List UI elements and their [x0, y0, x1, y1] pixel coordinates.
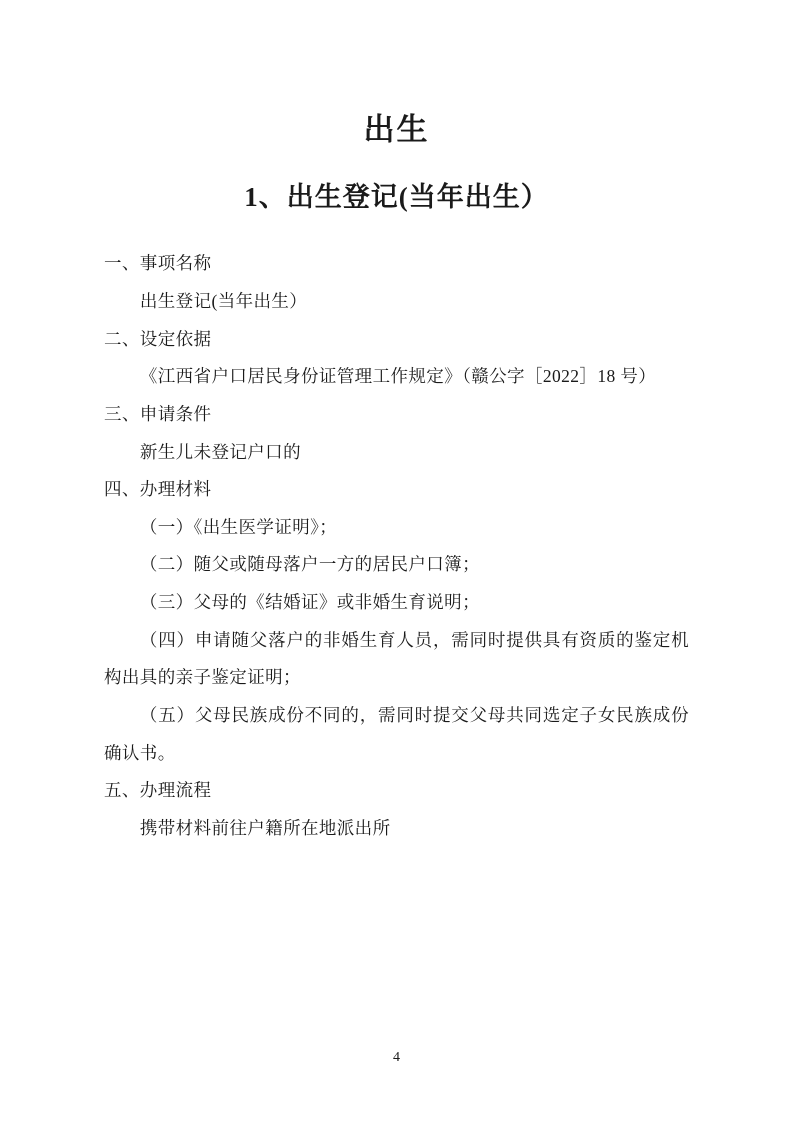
section-body-4-4: （五）父母民族成份不同的，需同时提交父母共同选定子女民族成份确认书。 — [104, 704, 689, 763]
section-body-4-1: （二）随父或随母落户一方的居民户口簿； — [139, 554, 480, 575]
page-number: 4 — [393, 1050, 400, 1065]
section-body-2-0: 《江西省户口居民身份证管理工作规定》（赣公字［2022］18 号） — [139, 366, 657, 387]
page-title: 出生 — [363, 112, 430, 147]
document-body — [104, 245, 689, 847]
section-heading-2: 二、设定依据 — [104, 328, 212, 349]
section-body-3-0: 新生儿未登记户口的 — [139, 441, 301, 462]
page-subtitle: 1、出生登记(当年出生） — [244, 182, 549, 213]
section-heading-4: 四、办理材料 — [104, 479, 212, 500]
section-body-5-0: 携带材料前往户籍所在地派出所 — [139, 817, 391, 838]
section-body-4-0: （一）《出生医学证明》； — [139, 516, 338, 537]
section-body-1-0: 出生登记(当年出生） — [139, 291, 308, 312]
section-heading-3: 三、申请条件 — [104, 403, 212, 424]
section-heading-5: 五、办理流程 — [104, 780, 212, 801]
section-body-4-3: （四）申请随父落户的非婚生育人员，需同时提供具有资质的鉴定机构出具的亲子鉴定证明； — [104, 629, 689, 688]
section-heading-1: 一、事项名称 — [104, 253, 212, 274]
section-body-4-2: （三）父母的《结婚证》或非婚生育说明； — [139, 592, 480, 613]
